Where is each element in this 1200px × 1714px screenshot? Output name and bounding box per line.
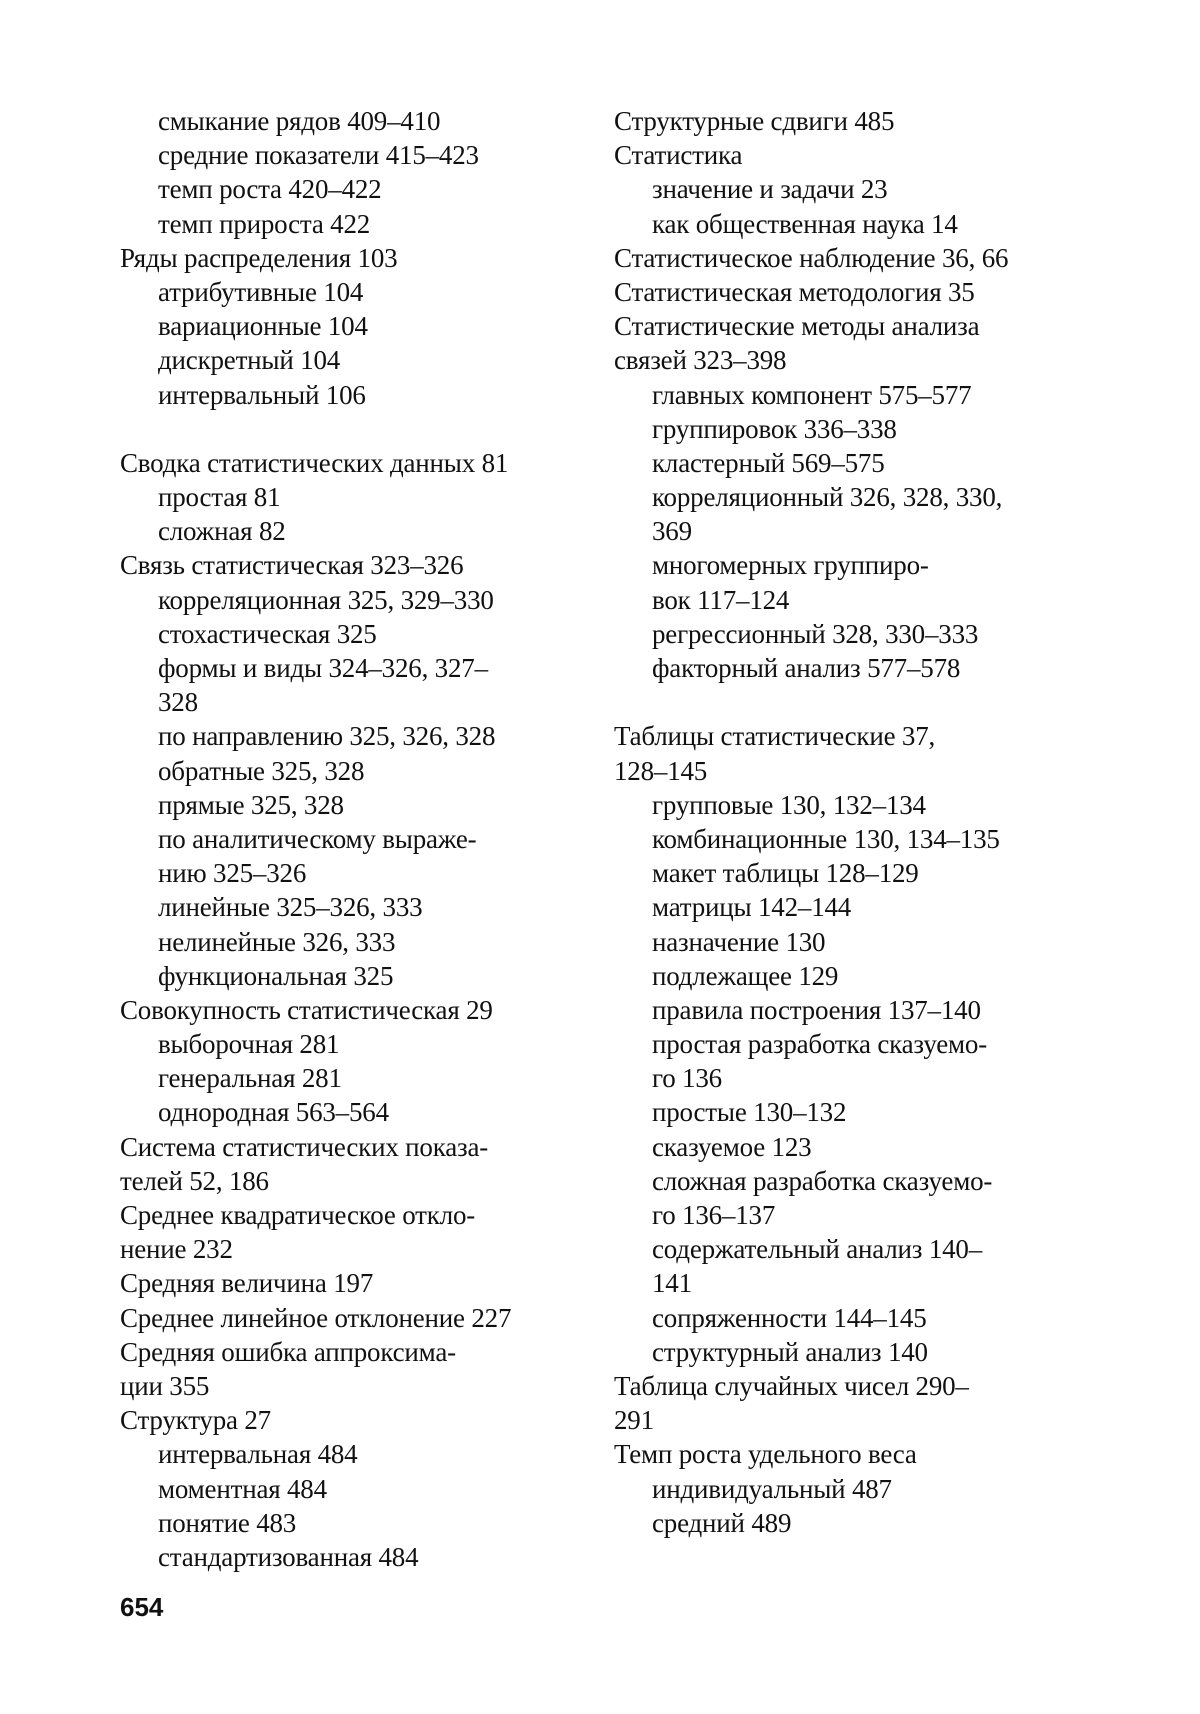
index-subentry: вариационные 104 (158, 311, 368, 342)
index-subentry: сложная 82 (158, 516, 286, 547)
index-subentry: как общественная наука 14 (652, 208, 958, 239)
index-heading: Среднее квадратическое откло- (120, 1200, 476, 1230)
index-subentry: вок 117–124 (652, 584, 790, 615)
index-subentry: индивидуальный 487 (652, 1473, 892, 1504)
index-subentry: сказуемое 123 (652, 1131, 812, 1162)
index-heading: телей 52, 186 (120, 1165, 269, 1196)
index-subentry: факторный анализ 577–578 (652, 653, 961, 683)
index-heading: ции 355 (120, 1370, 210, 1401)
index-heading: Таблицы статистические 37, (614, 721, 936, 752)
index-subentry: смыкание рядов 409–410 (158, 106, 441, 136)
index-subentry: формы и виды 324–326, 327– (158, 653, 488, 683)
index-subentry: 141 (652, 1268, 692, 1299)
index-subentry: темп прироста 422 (158, 208, 371, 239)
index-heading: Статистическая методология 35 (614, 276, 975, 307)
index-subentry: сопряженности 144–145 (652, 1302, 927, 1333)
index-subentry: средний 489 (652, 1507, 792, 1538)
index-subentry: корреляционный 326, 328, 330, (652, 482, 1003, 513)
index-heading: Структура 27 (120, 1405, 271, 1436)
index-subentry: интервальная 484 (158, 1439, 358, 1470)
index-subentry: стохастическая 325 (158, 618, 377, 649)
index-subentry: макет таблицы 128–129 (652, 858, 919, 889)
index-subentry: 328 (158, 687, 198, 718)
index-subentry: комбинационные 130, 134–135 (652, 823, 1000, 854)
index-heading: Средняя ошибка аппроксима- (120, 1336, 456, 1367)
index-subentry: 369 (652, 516, 692, 547)
index-subentry: функциональная 325 (158, 960, 394, 991)
section-gap (120, 412, 590, 446)
index-subentry: по направлению 325, 326, 328 (158, 721, 496, 752)
index-subentry: однородная 563–564 (158, 1097, 389, 1128)
index-subentry: групповые 130, 132–134 (652, 789, 926, 820)
index-subentry: линейные 325–326, 333 (158, 892, 423, 923)
section-gap (614, 685, 1154, 719)
index-subentry: кластерный 569–575 (652, 447, 885, 478)
index-heading: Совокупность статистическая 29 (120, 994, 493, 1025)
index-subentry: группировок 336–338 (652, 413, 897, 444)
index-subentry: главных компонент 575–577 (652, 379, 972, 410)
index-heading: Темп роста удельного веса (614, 1439, 917, 1470)
index-heading: Статистическое наблюдение 36, 66 (614, 242, 1009, 273)
index-subentry: интервальный 106 (158, 379, 366, 410)
index-heading: Статистика (614, 140, 743, 171)
index-subentry: простая 81 (158, 482, 281, 513)
index-subentry: го 136–137 (652, 1200, 776, 1230)
index-heading: 291 (614, 1405, 654, 1436)
index-subentry: средние показатели 415–423 (158, 140, 479, 171)
index-subentry: прямые 325, 328 (158, 789, 344, 820)
index-heading: Статистические методы анализа (614, 311, 980, 342)
index-subentry: назначение 130 (652, 926, 826, 957)
index-heading: связей 323–398 (614, 345, 787, 376)
index-subentry: матрицы 142–144 (652, 892, 852, 923)
index-heading: Связь статистическая 323–326 (120, 550, 464, 581)
index-column-right (614, 104, 1154, 1540)
index-subentry: моментная 484 (158, 1473, 327, 1504)
index-subentry: темп роста 420–422 (158, 174, 382, 205)
index-subentry: регрессионный 328, 330–333 (652, 618, 979, 649)
index-subentry: го 136 (652, 1063, 722, 1094)
index-heading: Ряды распределения 103 (120, 242, 398, 273)
index-heading: Сводка статистических данных 81 (120, 447, 509, 478)
index-subentry: простые 130–132 (652, 1097, 847, 1128)
index-subentry: по аналитическому выраже- (158, 823, 477, 854)
index-heading: Структурные сдвиги 485 (614, 106, 895, 136)
index-subentry: понятие 483 (158, 1507, 297, 1538)
index-heading: 128–145 (614, 755, 708, 786)
index-subentry: обратные 325, 328 (158, 755, 365, 786)
index-subentry: многомерных группиро- (652, 550, 929, 581)
index-subentry: дискретный 104 (158, 345, 341, 376)
index-subentry: сложная разработка сказуемо- (652, 1165, 993, 1196)
index-subentry: корреляционная 325, 329–330 (158, 584, 494, 615)
index-subentry: стандартизованная 484 (158, 1541, 419, 1572)
index-heading: Система статистических показа- (120, 1131, 489, 1162)
index-subentry: атрибутивные 104 (158, 276, 364, 307)
index-subentry: нию 325–326 (158, 858, 307, 889)
index-subentry: подлежащее 129 (652, 960, 839, 991)
index-heading: Средняя величина 197 (120, 1268, 374, 1299)
index-heading: нение 232 (120, 1234, 233, 1265)
index-subentry: структурный анализ 140 (652, 1336, 928, 1367)
page-number: 654 (120, 1592, 164, 1622)
index-subentry: выборочная 281 (158, 1029, 340, 1060)
index-subentry: генеральная 281 (158, 1063, 342, 1094)
index-heading: Таблица случайных чисел 290– (614, 1370, 969, 1401)
index-subentry: правила построения 137–140 (652, 994, 981, 1025)
index-subentry: нелинейные 326, 333 (158, 926, 396, 957)
index-subentry: содержательный анализ 140– (652, 1234, 983, 1265)
index-subentry: значение и задачи 23 (652, 174, 888, 205)
index-subentry: простая разработка сказуемо- (652, 1029, 988, 1060)
index-column-left (120, 104, 590, 1574)
index-heading: Среднее линейное отклонение 227 (120, 1302, 512, 1333)
